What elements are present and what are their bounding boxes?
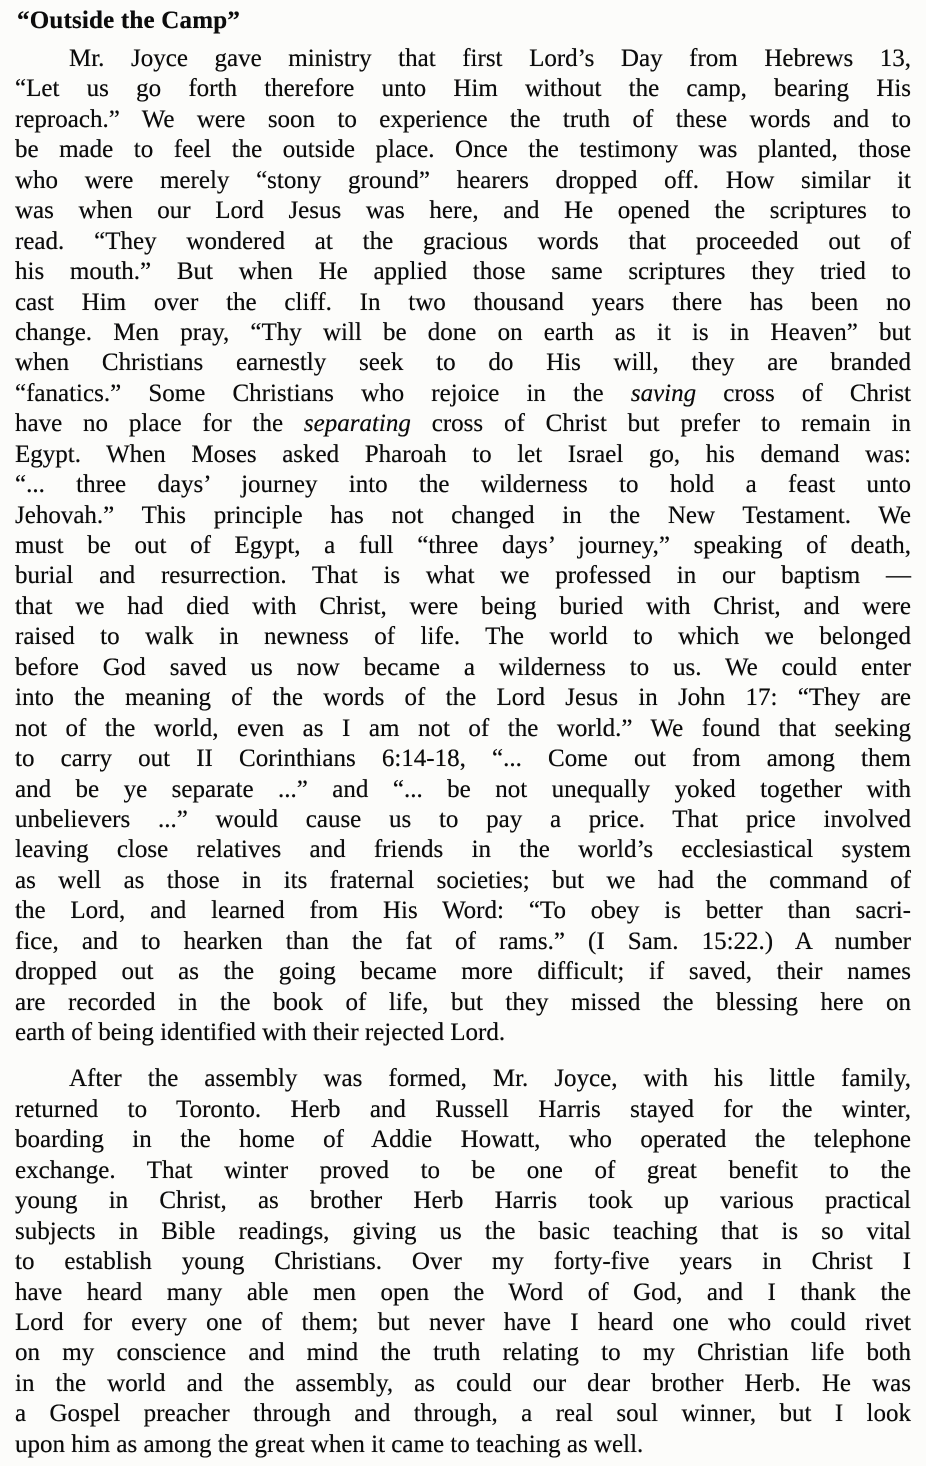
section-heading: “Outside the Camp” [17, 7, 241, 34]
text-line: read. “They wondered at the gracious words that proceeded out of [15, 227, 911, 255]
text-line: have heard many able men open the Word of God, and I thank the [15, 1278, 911, 1306]
text-line: After the assembly was formed, Mr. Joyce, with his little family, [69, 1065, 911, 1093]
text-line: subjects in Bible readings, giving us the basic teaching that is so vital [15, 1217, 911, 1245]
text-line: who were merely “stony ground” hearers dropped off. How similar it [15, 166, 911, 194]
text-line: Mr. Joyce gave ministry that first Lord’s Day from Hebrews 13, [69, 45, 911, 72]
text-line: burial and resurrection. That is what we professed in our baptism — [15, 562, 911, 590]
text-line: the Lord, and learned from His Word: “To obey is better than sacri- [15, 897, 911, 925]
text-line: cast Him over the cliff. In two thousand years there has been no [15, 288, 911, 316]
text-line: Jehovah.” This principle has not changed in the New Testament. We [15, 501, 911, 529]
text-segment: cross of Christ but prefer to remain in [410, 410, 911, 438]
text-line: “Let us go forth therefore unto Him without the camp, bearing His [15, 75, 911, 103]
text-line: not of the world, even as I am not of the world.” We found that seeking [15, 714, 911, 742]
text-line: dropped out as the going became more difficult; if saved, their names [15, 958, 911, 986]
text-line [15, 409, 911, 439]
text-line: before God saved us now became a wilderness to us. We could enter [15, 653, 911, 681]
text-line: was when our Lord Jesus was here, and He opened the scriptures to [15, 197, 911, 225]
text-line: exchange. That winter proved to be one of great benefit to the [15, 1156, 911, 1184]
text-line: when Christians earnestly seek to do His will, they are branded [15, 349, 911, 377]
text-line: reproach.” We were soon to experience the truth of these words and to [15, 105, 911, 133]
text-line: fice, and to hearken than the fat of rams.” (I Sam. 15:22.) A number [15, 927, 911, 955]
paragraph [15, 1064, 911, 1460]
text-line: as well as those in its fraternal societies; but we had the command of [15, 866, 911, 894]
text-segment: “fanatics.” Some Christians who rejoice in the [15, 379, 631, 407]
text-line: must be out of Egypt, a full “three days’ journey,” speaking of death, [15, 532, 911, 559]
text-segment: have no place for the [15, 410, 304, 438]
text-line: raised to walk in newness of life. The world to which we belonged [15, 623, 911, 651]
text-line: are recorded in the book of life, but they missed the blessing here on [15, 988, 911, 1016]
text-line: a Gospel preacher through and through, a real soul winner, but I look [15, 1400, 911, 1428]
text-line: on my conscience and mind the truth relating to my Christian life both [15, 1339, 911, 1367]
text-line: in the world and the assembly, as could our dear brother Herb. He was [15, 1369, 911, 1397]
text-line: boarding in the home of Addie Howatt, who operated the telephone [15, 1126, 911, 1154]
text-line: earth of being identified with their rejected Lord. [15, 1019, 506, 1046]
text-line: into the meaning of the words of the Lord Jesus in John 17: “They are [15, 684, 911, 712]
text-line: Lord for every one of them; but never have I heard one who could rivet [15, 1308, 911, 1336]
paragraph [15, 44, 911, 1048]
text-line: and be ye separate ...” and “... be not unequally yoked together with [15, 775, 911, 803]
text-line: young in Christ, as brother Herb Harris took up various practical [15, 1187, 911, 1215]
text-line [15, 379, 911, 409]
text-line: to establish young Christians. Over my forty-five years in Christ I [15, 1248, 911, 1276]
text-line: change. Men pray, “Thy will be done on earth as it is in Heaven” but [15, 318, 911, 346]
text-line: his mouth.” But when He applied those same scriptures they tried to [15, 258, 911, 286]
text-line: that we had died with Christ, were being buried with Christ, and were [15, 592, 911, 620]
text-line: returned to Toronto. Herb and Russell Harris stayed for the winter, [15, 1095, 911, 1123]
text-line: be made to feel the outside place. Once the testimony was planted, those [15, 136, 911, 164]
text-line: unbelievers ...” would cause us to pay a price. That price involved [15, 805, 911, 833]
text-segment: cross of Christ [696, 379, 911, 407]
text-line: upon him as among the great when it came to teaching as well. [15, 1430, 644, 1458]
text-line: Egypt. When Moses asked Pharoah to let Israel go, his demand was: [15, 440, 911, 468]
text-line: leaving close relatives and friends in the world’s ecclesiastical system [15, 836, 911, 864]
text-line: to carry out II Corinthians 6:14-18, “... Come out from among them [15, 745, 911, 773]
text-line: “... three days’ journey into the wilderness to hold a feast unto [15, 471, 911, 499]
italic-text: saving [630, 379, 697, 407]
italic-text: separating [303, 410, 411, 438]
